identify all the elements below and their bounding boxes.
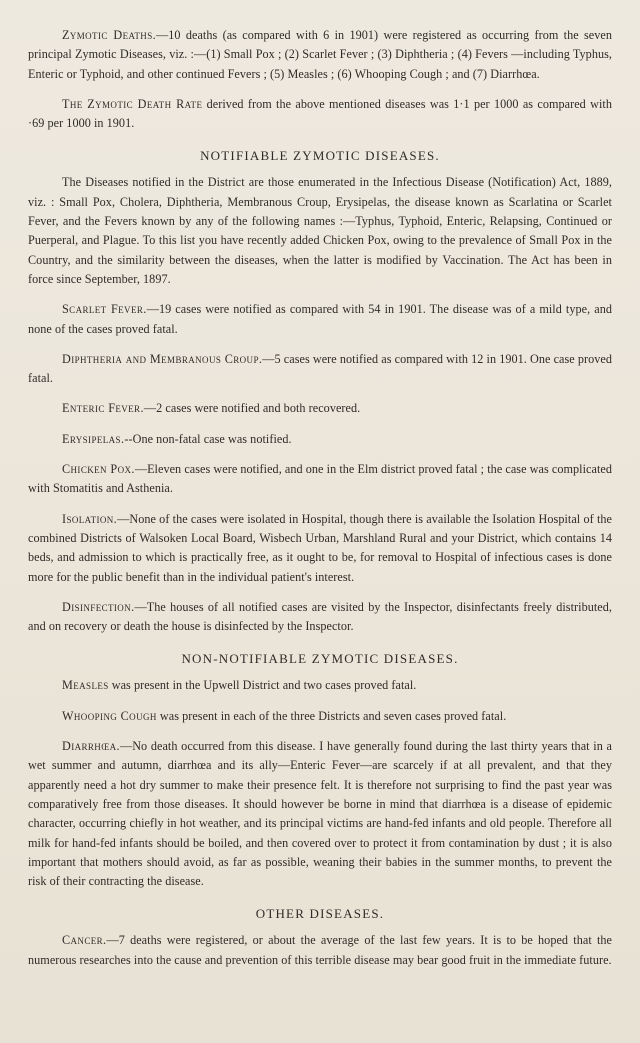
- lead-chicken-pox: Chicken Pox.: [62, 462, 135, 477]
- text-diarrhoea: —No death occurred from this disease. I have generally found during the last thirty years that in a wet summer and autumn, diarrhœa and its ally—Enteric Fever—are scarcely if at all prevalent, and that they apparently need a hot dry summer to make their presence felt. It is therefore not surprising to find the past year was comparatively free from those diseases. It should however be borne in mind that diarrhœa is a disease of epidemic character, occurring chiefly in hot weather, and its principal victims are hand-fed infants and old people. Therefore all milk for hand-fed infants should be boiled, and then covered over to protect it from contamination by dust ; it is also important that mothers should avoid, as far as possible, weaning their babies in the summer months, to prevent the risk of their contracting the disease.: [28, 739, 612, 889]
- paragraph-diarrhoea: [28, 737, 612, 891]
- lead-scarlet-fever: Scarlet Fever.: [62, 302, 147, 317]
- paragraph-notifiable-intro: The Diseases notified in the District are those enumerated in the Infectious Disease (Notification) Act, 1889, viz. : Small Pox, Cholera, Diphtheria, Membranous Croup, Erysipelas, the disease known as Scarlatina or Scarlet Fever, and the Fevers known by any of the following names :—Typhus, Typhoid, Enteric, Relapsing, Continued or Puerperal, and Plague. To this list you have recently added Chicken Pox, owing to the prevalence of Small Pox in the Country, and the similarity between the diseases, when the latter is modified by Vaccination. The Act has been in force since September, 1897.: [28, 175, 612, 286]
- text-whooping-cough: was present in each of the three Districts and seven cases proved fatal.: [156, 708, 507, 723]
- lead-disinfection: Disinfection.: [62, 599, 135, 614]
- text-diphtheria: —5 cases were notified as compared with 12 in 1901. One case proved fatal.: [28, 351, 612, 386]
- paragraph-scarlet-fever: [28, 300, 612, 339]
- paragraph-erysipelas: [28, 430, 612, 449]
- text-scarlet-fever: —19 cases were notified as compared with 54 in 1901. The disease was of a mild type, and none of the cases proved fatal.: [28, 302, 612, 336]
- paragraph-measles: [28, 676, 612, 695]
- lead-zymotic-death-rate: The Zymotic Death Rate: [62, 96, 203, 111]
- heading-non-notifiable: NON-NOTIFIABLE ZYMOTIC DISEASES.: [181, 651, 459, 667]
- lead-whooping-cough: Whooping Cough: [62, 708, 157, 723]
- lead-zymotic-deaths: Zymotic Deaths.: [62, 28, 157, 42]
- lead-diphtheria: Diphtheria and Membranous Croup.: [62, 351, 263, 366]
- heading-other: OTHER DISEASES.: [255, 906, 385, 922]
- lead-enteric-fever: Enteric Fever.: [62, 401, 144, 416]
- paragraph-chicken-pox: [28, 460, 612, 499]
- lead-measles: Measles: [62, 678, 109, 693]
- paragraph-whooping-cough: [28, 707, 612, 726]
- text-enteric-fever: —2 cases were notified and both recovered.: [143, 401, 361, 416]
- text-erysipelas: --One non-fatal case was notified.: [124, 431, 292, 446]
- text-isolation: —None of the cases were isolated in Hospital, though there is available the Isolation Hospital of the combined Districts of Walsoken Local Board, Wisbech Urban, Marshland Rural and your District, which contains 14 beds, and admission to which is practically free, as it ought to be, for removal to Hospital of infectious cases is done more for the public benefit than in the individual patient's interest.: [28, 511, 612, 584]
- text-cancer: —7 deaths were registered, or about the average of the last few years. It is to be hoped that the numerous researches into the cause and prevention of this terrible disease may bear good fruit in the immediate future.: [28, 933, 612, 967]
- text-zymotic-deaths: —10 deaths (as compared with 6 in 1901) were registered as occurring from the seven principal Zymotic Diseases, viz. :—(1) Small Pox ; (2) Scarlet Fever ; (3) Diphtheria ; (4) Fevers —including Typhus, Enteric or Typhoid, and other continued Fevers ; (5) Measles ; (6) Whooping Cough ; and (7) Diarrhœa.: [28, 28, 613, 81]
- text-zymotic-death-rate: derived from the above mentioned diseases was 1·1 per 1000 as compared with ·69 per 1000 in 1901.: [28, 96, 612, 131]
- paragraph-isolation: [28, 510, 612, 587]
- text-chicken-pox: —Eleven cases were notified, and one in the Elm district proved fatal ; the case was complicated with Stomatitis and Asthenia.: [28, 462, 612, 496]
- lead-isolation: Isolation.: [62, 511, 118, 526]
- text-disinfection: —The houses of all notified cases are visited by the Inspector, disinfectants freely distributed, and on recovery or death the house is disinfected by the Inspector.: [28, 599, 612, 634]
- paragraph-disinfection: [28, 598, 612, 637]
- paragraph-cancer: [28, 931, 612, 970]
- lead-diarrhoea: Diarrhœa.: [62, 739, 120, 754]
- paragraph-zymotic-deaths: [28, 26, 612, 84]
- paragraph-enteric-fever: [28, 399, 612, 418]
- lead-erysipelas: Erysipelas.: [62, 431, 125, 446]
- paragraph-zymotic-death-rate: [28, 95, 612, 134]
- heading-notifiable: NOTIFIABLE ZYMOTIC DISEASES.: [200, 148, 440, 164]
- lead-cancer: Cancer.: [62, 933, 107, 948]
- text-measles: was present in the Upwell District and two cases proved fatal.: [108, 678, 417, 693]
- paragraph-diphtheria: [28, 350, 612, 389]
